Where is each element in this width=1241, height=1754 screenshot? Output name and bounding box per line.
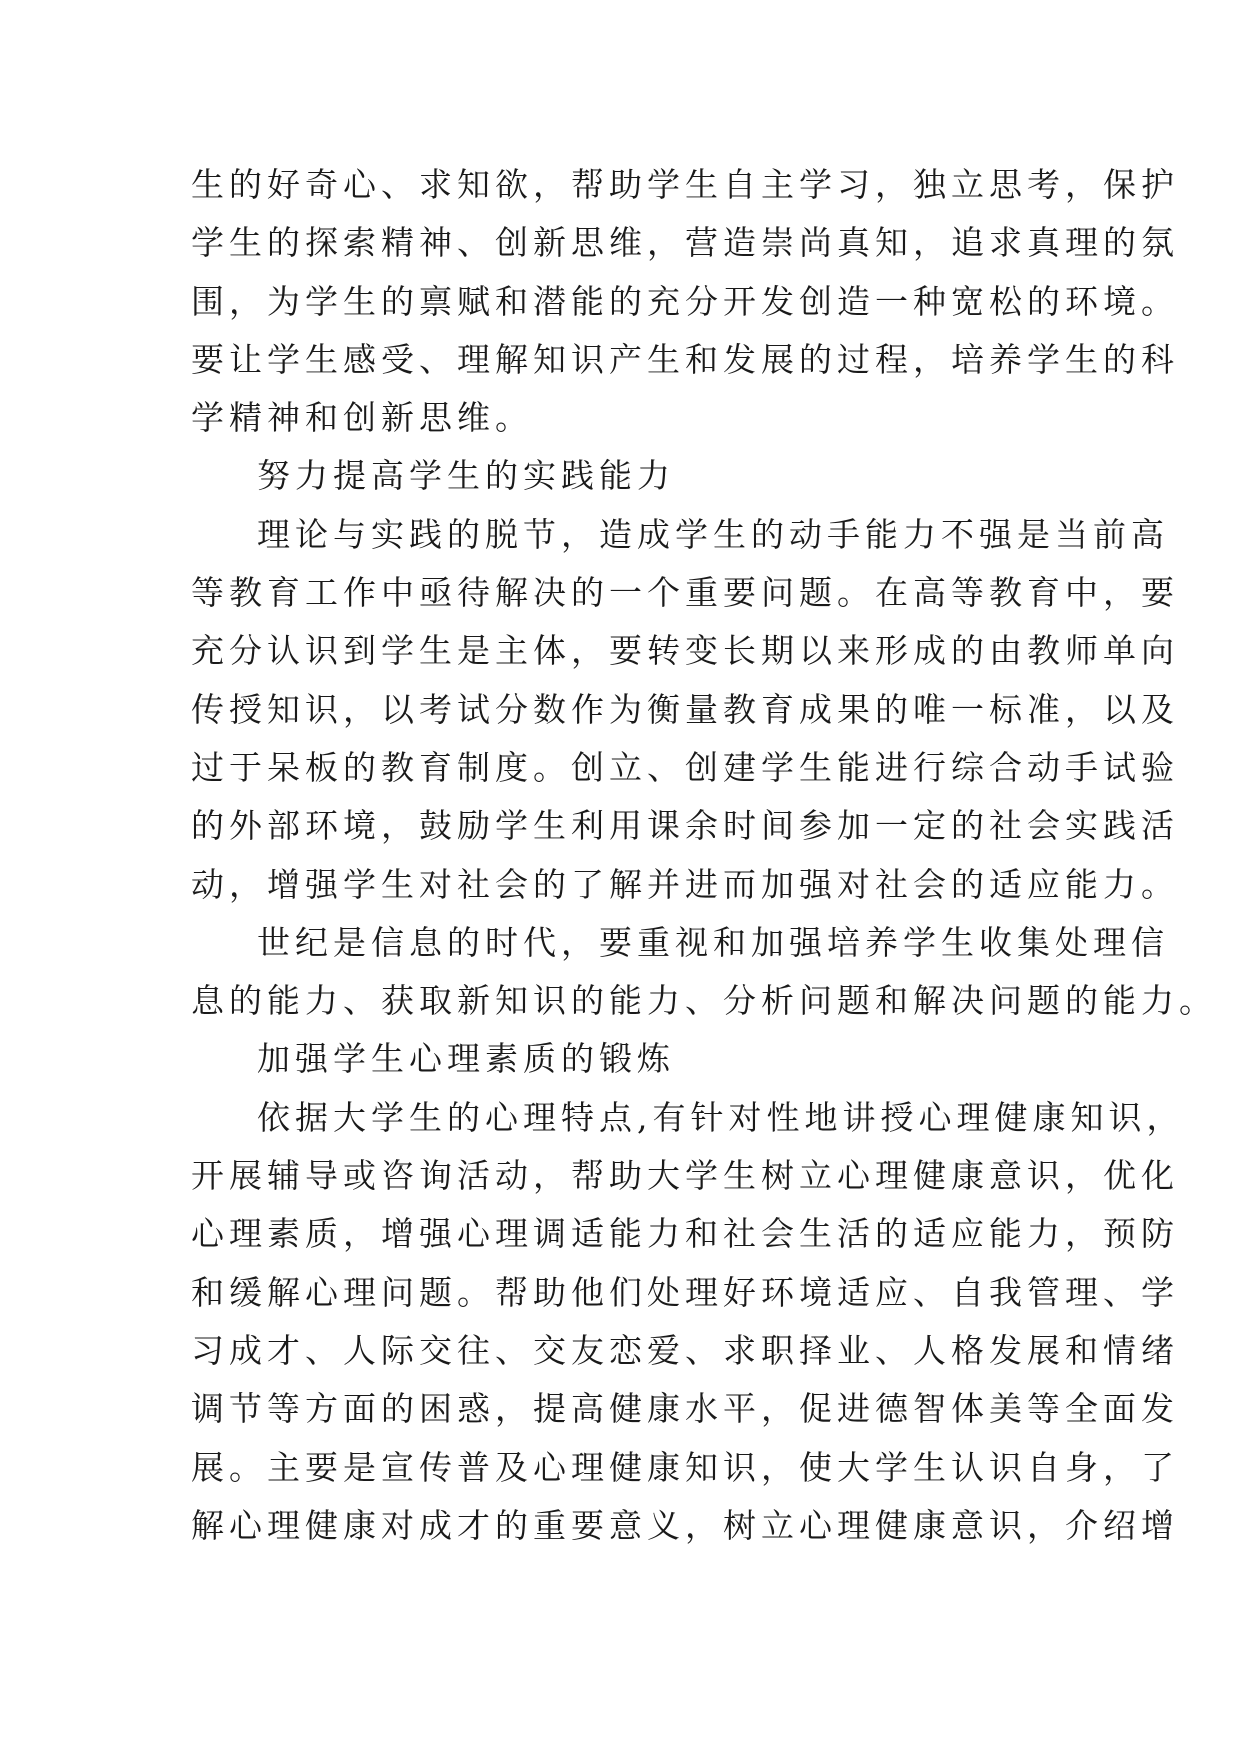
paragraph-line: 动，增强学生对社会的了解并进而加强对社会的适应能力。 bbox=[191, 864, 1179, 904]
paragraph-line: 调节等方面的困惑，提高健康水平，促进德智体美等全面发 bbox=[191, 1389, 1179, 1429]
paragraph-line: 充分认识到学生是主体，要转变长期以来形成的由教师单向 bbox=[191, 631, 1179, 671]
paragraph-line: 展。主要是宣传普及心理健康知识，使大学生认识自身，了 bbox=[191, 1447, 1179, 1487]
paragraph-line: 和缓解心理问题。帮助他们处理好环境适应、自我管理、学 bbox=[191, 1272, 1179, 1312]
paragraph-line: 学生的探索精神、创新思维，营造崇尚真知，追求真理的氛 bbox=[191, 223, 1179, 263]
paragraph-first-line: 依据大学生的心理特点,有针对性地讲授心理健康知识， bbox=[257, 1097, 1185, 1137]
paragraph-line: 要让学生感受、理解知识产生和发展的过程，培养学生的科 bbox=[191, 339, 1179, 379]
section-heading: 努力提高学生的实践能力 bbox=[257, 456, 675, 496]
paragraph-line: 围，为学生的禀赋和潜能的充分开发创造一种宽松的环境。 bbox=[191, 281, 1179, 321]
paragraph-line: 学精神和创新思维。 bbox=[191, 398, 533, 438]
paragraph-line: 传授知识，以考试分数作为衡量教育成果的唯一标准，以及 bbox=[191, 689, 1179, 729]
paragraph-line: 过于呆板的教育制度。创立、创建学生能进行综合动手试验 bbox=[191, 747, 1179, 787]
document-body bbox=[191, 156, 1217, 1555]
paragraph-line: 等教育工作中亟待解决的一个重要问题。在高等教育中，要 bbox=[191, 573, 1179, 613]
paragraph-line: 息的能力、获取新知识的能力、分析问题和解决问题的能力。 bbox=[191, 981, 1217, 1021]
paragraph-line: 习成才、人际交往、交友恋爱、求职择业、人格发展和情绪 bbox=[191, 1330, 1179, 1370]
paragraph-line: 心理素质，增强心理调适能力和社会生活的适应能力，预防 bbox=[191, 1214, 1179, 1254]
section-heading: 加强学生心理素质的锻炼 bbox=[257, 1039, 675, 1079]
paragraph-line: 的外部环境，鼓励学生利用课余时间参加一定的社会实践活 bbox=[191, 806, 1179, 846]
paragraph-line: 开展辅导或咨询活动，帮助大学生树立心理健康意识，优化 bbox=[191, 1156, 1179, 1196]
paragraph-line: 生的好奇心、求知欲，帮助学生自主学习，独立思考，保护 bbox=[191, 165, 1179, 204]
paragraph-first-line: 理论与实践的脱节，造成学生的动手能力不强是当前高 bbox=[257, 514, 1169, 554]
paragraph-first-line: 世纪是信息的时代，要重视和加强培养学生收集处理信 bbox=[257, 922, 1169, 962]
paragraph-line: 解心理健康对成才的重要意义，树立心理健康意识，介绍增 bbox=[191, 1505, 1179, 1545]
